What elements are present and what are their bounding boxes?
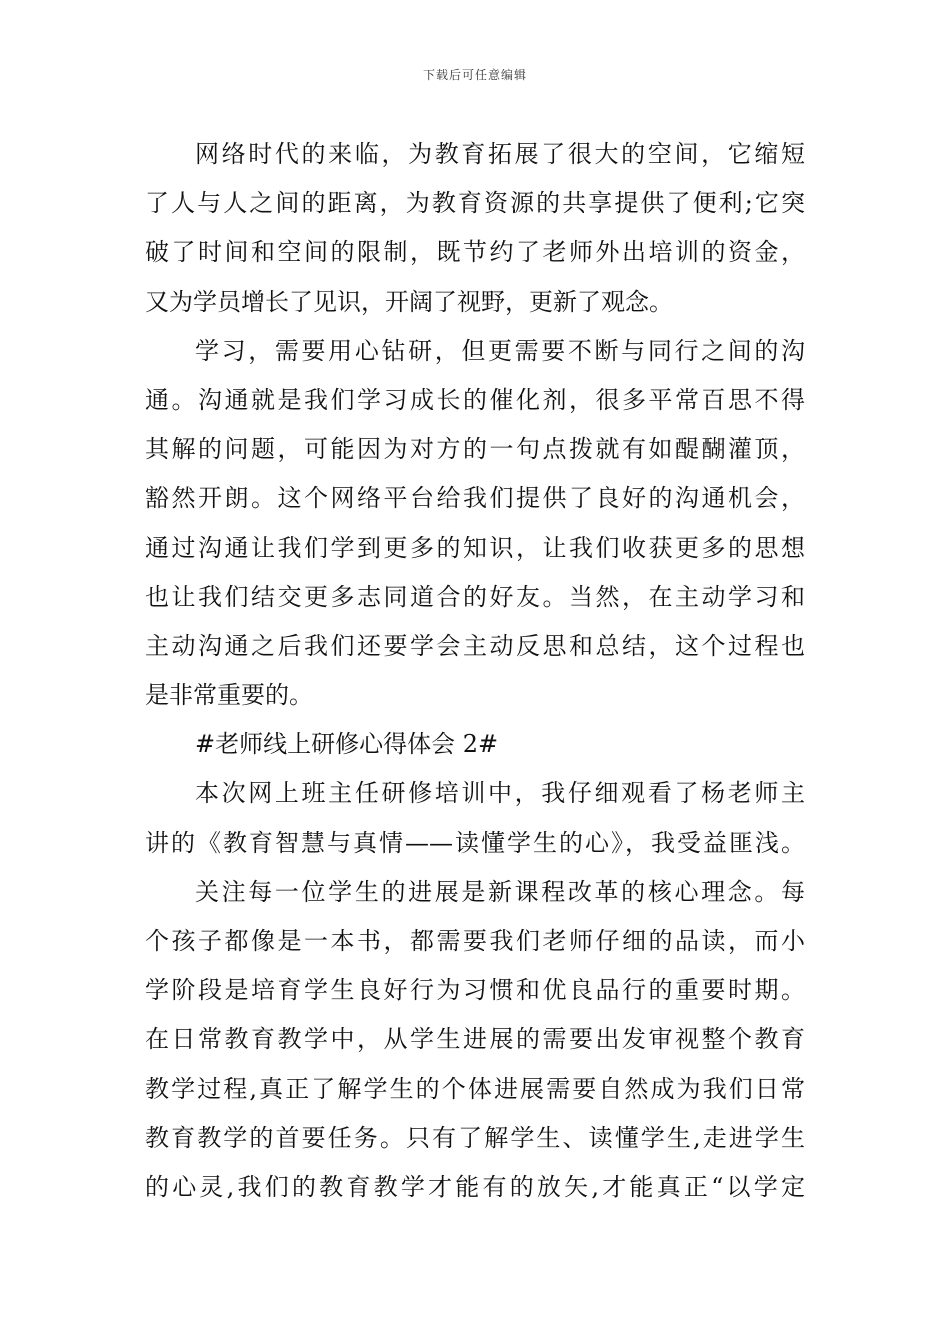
text-line: 主动沟通之后我们还要学会主动反思和总结，这个过程也: [145, 631, 805, 660]
text-line: 讲的《教育智慧与真情——读懂学生的心》，我受益匪浅。: [145, 828, 805, 857]
text-line: 教育教学的首要任务。只有了解学生、读懂学生,走进学生: [145, 1123, 805, 1152]
text-line: 了人与人之间的距离，为教育资源的共享提供了便利;它突: [145, 189, 805, 218]
text-line: 通。沟通就是我们学习成长的催化剂，很多平常百思不得: [145, 385, 805, 414]
document-body: [145, 130, 805, 1212]
text-line: 在日常教育教学中，从学生进展的需要出发审视整个教育: [145, 1025, 805, 1054]
text-line: 个孩子都像是一本书，都需要我们老师仔细的品读，而小: [145, 927, 805, 955]
text-line: 关注每一位学生的进展是新课程改革的核心理念。每: [195, 877, 805, 906]
text-line: 网络时代的来临，为教育拓展了很大的空间，它缩短: [195, 140, 805, 168]
text-line: 其解的问题，可能因为对方的一句点拨就有如醍醐灌顶，: [145, 435, 805, 464]
text-line: 豁然开朗。这个网络平台给我们提供了良好的沟通机会，: [145, 484, 805, 513]
section-heading: #老师线上研修心得体会 2#: [195, 730, 499, 759]
text-line: 破了时间和空间的限制，既节约了老师外出培训的资金，: [145, 238, 805, 267]
page-header: 下载后可任意编辑: [422, 68, 527, 82]
text-line: 学阶段是培育学生良好行为习惯和优良品行的重要时期。: [145, 976, 805, 1005]
text-line: 是非常重要的。: [145, 681, 313, 710]
text-line: 学习，需要用心钻研，但更需要不断与同行之间的沟: [195, 336, 805, 365]
text-line: 通过沟通让我们学到更多的知识，让我们收获更多的思想: [145, 533, 805, 562]
text-line: 又为学员增长了见识，开阔了视野，更新了观念。: [145, 287, 673, 316]
text-line: 本次网上班主任研修培训中，我仔细观看了杨老师主: [195, 779, 805, 808]
text-line: 也让我们结交更多志同道合的好友。当然，在主动学习和: [145, 582, 805, 611]
text-line: 教学过程,真正了解学生的个体进展需要自然成为我们日常: [145, 1074, 805, 1103]
text-line: 的心灵,我们的教育教学才能有的放矢,才能真正“以学定: [145, 1172, 805, 1201]
